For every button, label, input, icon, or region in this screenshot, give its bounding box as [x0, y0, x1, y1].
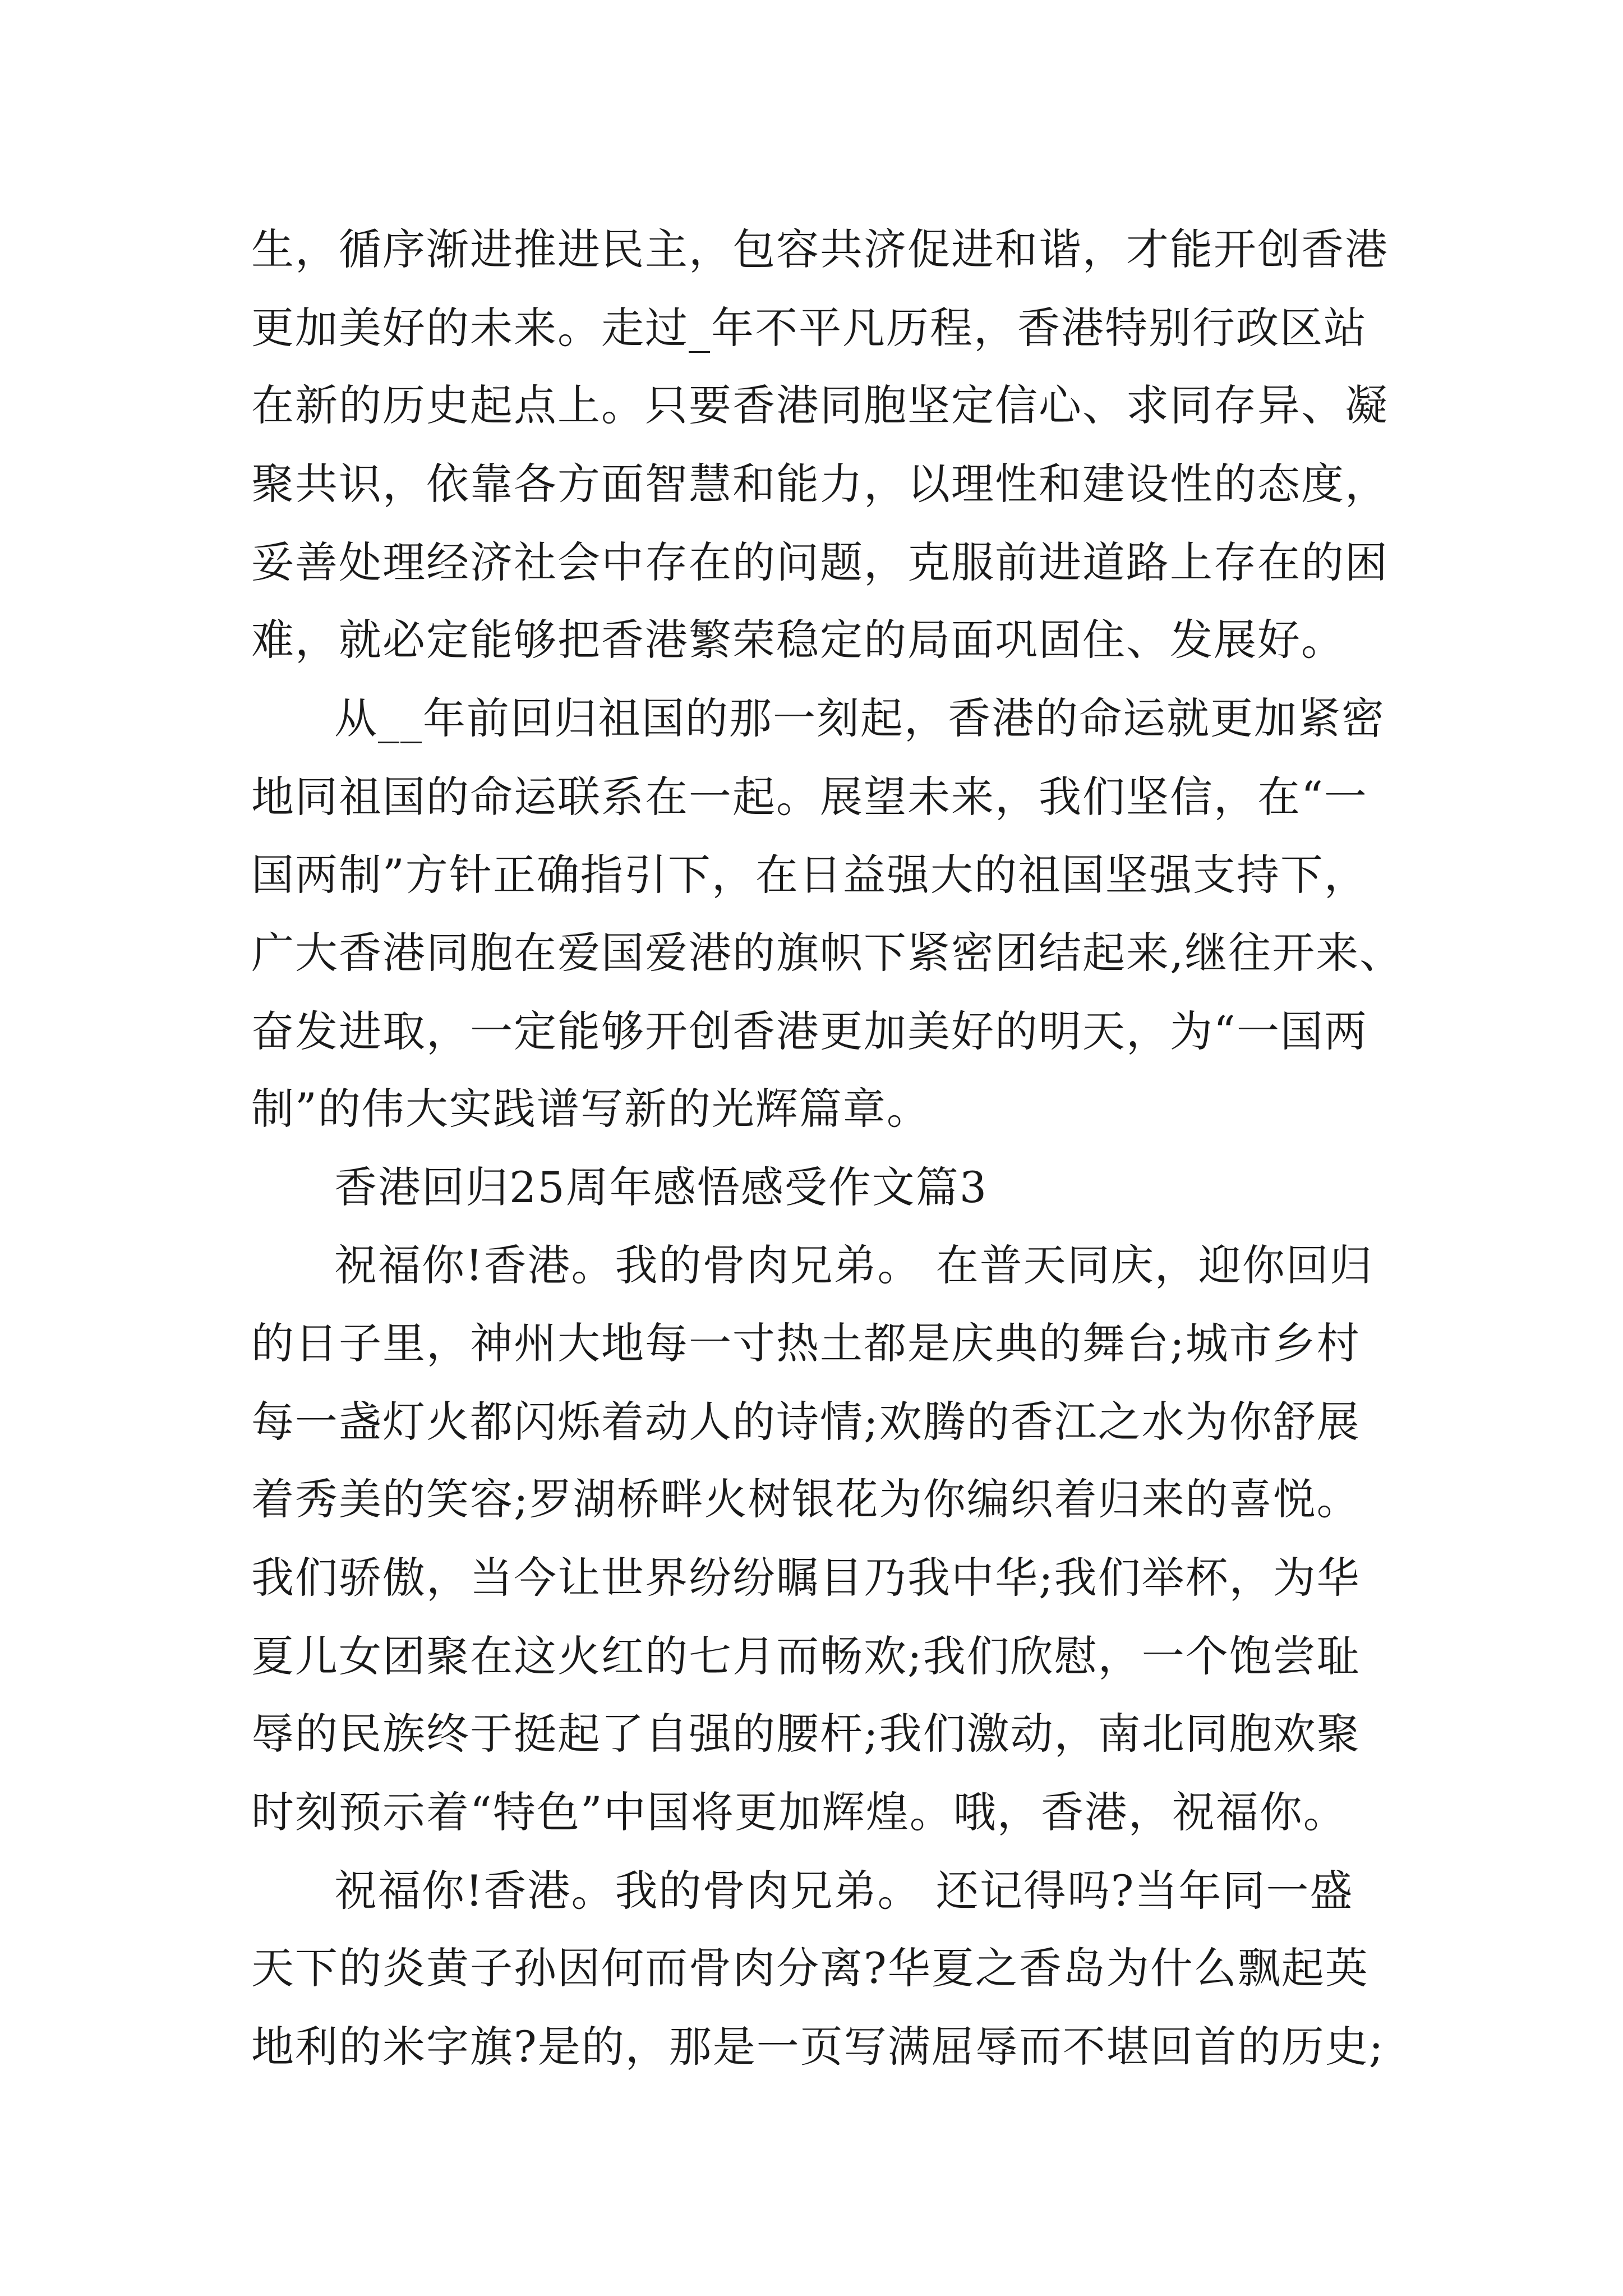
- text-line: 地同祖国的命运联系在一起。展望未来，我们坚信，在“一: [251, 772, 1368, 822]
- text-line: 生，循序渐进推进民主，包容共济促进和谐，才能开创香港: [251, 224, 1389, 274]
- text-line: 难，就必定能够把香港繁荣稳定的局面巩固住、发展好。: [251, 615, 1345, 665]
- text-line: 更加美好的未来。走过_年不平凡历程，香港特别行政区站: [251, 303, 1367, 353]
- text-line: 时刻预示着“特色”中国将更加辉煌。哦，香港，祝福你。: [251, 1787, 1347, 1837]
- text-line: 的日子里，神州大地每一寸热土都是庆典的舞台;城市乡村: [251, 1318, 1361, 1368]
- text-line: 夏儿女团聚在这火红的七月而畅欢;我们欣慰，一个饱尝耻: [251, 1631, 1361, 1681]
- text-line: 妥善处理经济社会中存在的问题，克服前进道路上存在的困: [251, 537, 1389, 587]
- text-line: 地利的米字旗?是的，那是一页写满屈辱而不堪回首的历史;: [251, 2022, 1385, 2072]
- text-line: 每一盏灯火都闪烁着动人的诗情;欢腾的香江之水为你舒展: [251, 1397, 1361, 1447]
- text-line: 天下的炎黄子孙因何而骨肉分离?华夏之香岛为什么飘起英: [251, 1943, 1369, 1993]
- paragraph-start-line: 从__年前回归祖国的那一刻起，香港的命运就更加紧密: [334, 693, 1385, 743]
- paragraph-start-line: 祝福你!香港。我的骨肉兄弟。 还记得吗?当年同一盛: [334, 1866, 1354, 1916]
- text-line: 国两制”方针正确指引下，在日益强大的祖国坚强支持下，: [251, 850, 1368, 900]
- text-line: 制”的伟大实践谱写新的光辉篇章。: [251, 1084, 930, 1134]
- text-line: 聚共识，依靠各方面智慧和能力，以理性和建设性的态度，: [251, 459, 1389, 509]
- paragraph-start-line: 祝福你!香港。我的骨肉兄弟。 在普天同庆，迎你回归: [334, 1240, 1373, 1290]
- text-line: 广大香港同胞在爱国爱港的旗帜下紧密团结起来,继往开来、: [251, 928, 1404, 978]
- text-line: 着秀美的笑容;罗湖桥畔火树银花为你编织着归来的喜悦。: [251, 1474, 1361, 1524]
- text-line: 在新的历史起点上。只要香港同胞坚定信心、求同存异、凝: [251, 380, 1389, 430]
- text-line: 辱的民族终于挺起了自强的腰杆;我们激动，南北同胞欢聚: [251, 1709, 1361, 1759]
- text-line: 我们骄傲，当今让世界纷纷瞩目乃我中华;我们举杯，为华: [251, 1553, 1361, 1603]
- text-line: 奋发进取，一定能够开创香港更加美好的明天，为“一国两: [251, 1006, 1368, 1056]
- section-heading: 香港回归25周年感悟感受作文篇3: [334, 1162, 988, 1212]
